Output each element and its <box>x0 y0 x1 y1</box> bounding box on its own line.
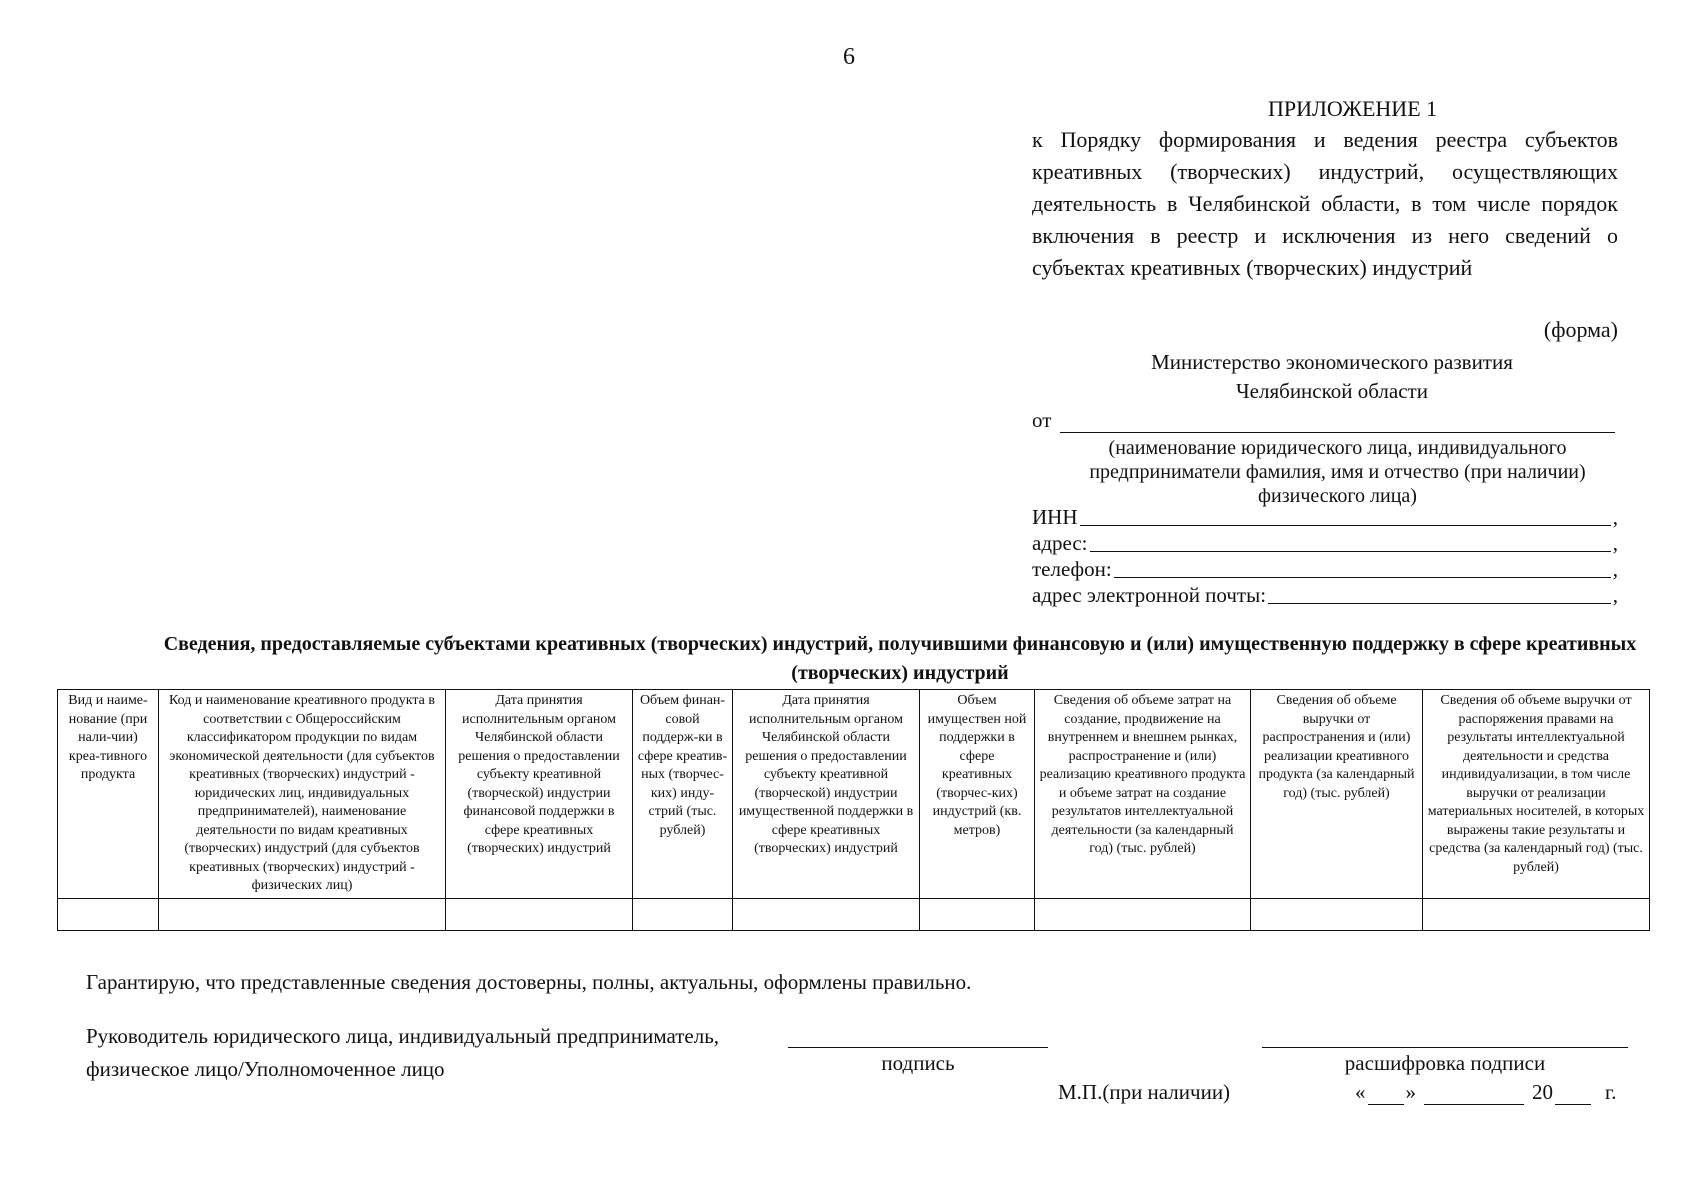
table-title: Сведения, предоставляемые субъектами креативных (творческих) индустрий, получившими финансовую и (или) имущественную поддержку в сфере креативных (творческих) индустрий <box>163 633 1637 684</box>
support-table <box>57 689 1650 931</box>
from-caption: (наименование юридического лица, индивидуального предприниматели фамилия, имя и отчество (при наличии) физического лица) <box>1089 437 1586 507</box>
address-comma: , <box>1612 531 1618 555</box>
stamp-label: М.П.(при наличии) <box>1058 1080 1231 1104</box>
date-open-quote: « <box>1355 1080 1366 1104</box>
phone-comma: , <box>1612 557 1618 581</box>
form-label: (форма) <box>1543 317 1618 342</box>
appendix-title: ПРИЛОЖЕНИЕ 1 <box>1268 96 1438 121</box>
signer-line-1: Руководитель юридического лица, индивидуальный предприниматель, <box>86 1024 720 1048</box>
table-cell[interactable] <box>446 898 633 930</box>
header-property-decision-date: Дата принятия исполнительным органом Челябинской области решения о предоставлении субъекту креативной (творческой) индустрии имущественной поддержки в сфере креативных (творческих) индустрий <box>733 690 920 899</box>
from-input-line[interactable] <box>1060 432 1615 433</box>
address-input-line[interactable] <box>1090 550 1611 552</box>
signature-line[interactable] <box>788 1047 1048 1048</box>
email-comma: , <box>1612 583 1618 607</box>
email-field[interactable] <box>1032 582 1618 608</box>
date-year-prefix: 20 <box>1532 1080 1553 1104</box>
table-cell[interactable] <box>633 898 733 930</box>
table-cell[interactable] <box>1423 898 1650 930</box>
header-financial-decision-date: Дата принятия исполнительным органом Челябинской области решения о предоставлении субъекту креативной (творческой) индустрии финансовой поддержки в сфере креативных (творческих) индустрий <box>446 690 633 899</box>
signature-caption: подпись <box>881 1051 955 1075</box>
table-cell[interactable] <box>1035 898 1251 930</box>
table-row <box>58 898 1650 930</box>
table-header-row <box>58 690 1650 899</box>
phone-label: телефон: <box>1032 557 1112 581</box>
signer-block <box>86 1020 786 1086</box>
inn-comma: , <box>1612 505 1618 529</box>
ministry-line-2: Челябинской области <box>1236 379 1428 403</box>
date-suffix: г. <box>1605 1080 1617 1104</box>
header-product-type: Вид и наиме-нование (при нали-чии) креа-тивного продукта <box>58 690 159 899</box>
inn-field[interactable] <box>1032 504 1618 530</box>
date-year-blank[interactable] <box>1555 1084 1591 1105</box>
inn-input-line[interactable] <box>1080 524 1611 526</box>
address-field[interactable] <box>1032 530 1618 556</box>
address-label: адрес: <box>1032 531 1088 555</box>
table-cell[interactable] <box>733 898 920 930</box>
header-property-support-amount: Объем имуществен ной поддержки в сфере креативных (творчес-ких) индустрий (кв. метров) <box>920 690 1035 899</box>
guarantee-text: Гарантирую, что представленные сведения достоверны, полны, актуальны, оформлены правильно. <box>86 970 972 994</box>
from-label: от <box>1032 408 1052 432</box>
date-field[interactable] <box>1355 1080 1617 1105</box>
header-costs: Сведения об объеме затрат на создание, продвижение на внутреннем и внешнем рынках, распространение и (или) реализацию креативного продукта и объеме затрат на создание результатов интеллектуальной деятельности (за календарный год) (тыс. рублей) <box>1035 690 1251 899</box>
signature-decoding-caption: расшифровка подписи <box>1344 1051 1546 1075</box>
signature-decoding-line[interactable] <box>1262 1047 1628 1048</box>
header-ip-revenue: Сведения об объеме выручки от распоряжения правами на результаты интеллектуальной деятельности и средства индивидуализации, в том числе выручки от реализации материальных носителей, в которых выражены такие результаты и средства (за календарный год) (тыс. рублей) <box>1423 690 1650 899</box>
table-cell[interactable] <box>58 898 159 930</box>
ministry-line-1: Министерство экономического развития <box>1151 350 1513 374</box>
header-product-revenue: Сведения об объеме выручки от распространения и (или) реализации креативного продукта (за календарный год) (тыс. рублей) <box>1251 690 1423 899</box>
date-close-quote: » <box>1405 1080 1416 1104</box>
header-financial-support-amount: Объем финан-совой поддерж-ки в сфере креатив-ных (творчес-ких) инду-стрий (тыс. рублей) <box>633 690 733 899</box>
email-label: адрес электронной почты: <box>1032 583 1267 607</box>
inn-label: ИНН <box>1032 505 1078 529</box>
table-cell[interactable] <box>1251 898 1423 930</box>
email-input-line[interactable] <box>1268 602 1611 604</box>
table-cell[interactable] <box>920 898 1035 930</box>
signer-line-2: физическое лицо/Уполномоченное лицо <box>86 1057 445 1081</box>
date-month-blank[interactable] <box>1424 1084 1524 1105</box>
table-cell[interactable] <box>159 898 446 930</box>
phone-input-line[interactable] <box>1114 576 1611 578</box>
page-number: 6 <box>843 44 855 70</box>
phone-field[interactable] <box>1032 556 1618 582</box>
appendix-text: к Порядку формирования и ведения реестра субъектов креативных (творческих) индустрий, осуществляющих деятельность в Челябинской области, в том числе порядок включения в реестр и исключения из него сведений о субъектах креативных (творческих) индустрий <box>1032 127 1618 280</box>
header-product-code: Код и наименование креативного продукта в соответствии с Общероссийским классификатором продукции по видам экономической деятельности (для субъектов креативных (творческих) индустрий - юридических лиц, индивидуальных предпринимателей), наименование деятельности по видам креативных (творческих) индустрий (для субъектов креативных (творческих) индустрий - физических лиц) <box>159 690 446 899</box>
date-day-blank[interactable] <box>1368 1084 1404 1105</box>
ministry-block <box>1032 348 1632 406</box>
